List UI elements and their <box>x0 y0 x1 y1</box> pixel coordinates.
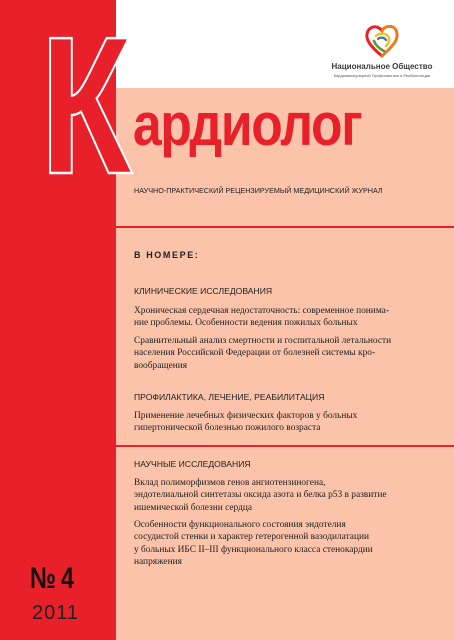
section-title: КЛИНИЧЕСКИЕ ИССЛЕДОВАНИЯ <box>134 286 273 296</box>
article-item: Применение лечебных физических факторов у больных гипертонической болезнью пожилого возраста <box>134 411 358 434</box>
org-subtitle: Кардиоваскулярной Профилактики и Реабилитации <box>333 73 431 78</box>
contents-heading: В НОМЕРЕ: <box>134 250 200 260</box>
title-initial-text: К <box>40 0 133 215</box>
divider-top <box>116 226 454 228</box>
article-item: Хроническая сердечная недостаточность: современное понима- ние проблемы. Особенности ведения пожилых больных <box>134 306 389 329</box>
issue-year: 2011 <box>32 602 80 624</box>
divider-middle <box>116 445 454 447</box>
article-item: Вклад полиморфизмов генов ангиотензиногена, эндотелиальной синтетазы оксида азота и белка p53 в развитие ишемической болезни сердца <box>134 478 387 513</box>
section-title: ПРОФИЛАКТИКА, ЛЕЧЕНИЕ, РЕАБИЛИТАЦИЯ <box>134 392 325 402</box>
society-logo <box>322 24 442 84</box>
heart-logo-icon <box>364 24 400 58</box>
title-initial-k <box>40 0 133 215</box>
journal-subtitle: НАУЧНО-ПРАКТИЧЕСКИЙ РЕЦЕНЗИРУЕМЫЙ МЕДИЦИНСКИЙ ЖУРНАЛ <box>134 186 383 195</box>
section-title: НАУЧНЫЕ ИССЛЕДОВАНИЯ <box>134 459 251 469</box>
article-item: Сравнительный анализ смертности и госпитальной летальности населения Российской Федерации от болезней системы кро- вообращения <box>134 336 392 371</box>
journal-title: ардиолог <box>133 91 362 158</box>
article-item: Особенности функционального состояния эндотелия сосудистой стенки и характер гетерогенной вазодилатации у больных ИБС II–III функционального класса стенокардии напряжения <box>134 520 373 567</box>
org-name: Национальное Общество <box>331 62 433 71</box>
issue-number: № 4 <box>30 562 74 595</box>
